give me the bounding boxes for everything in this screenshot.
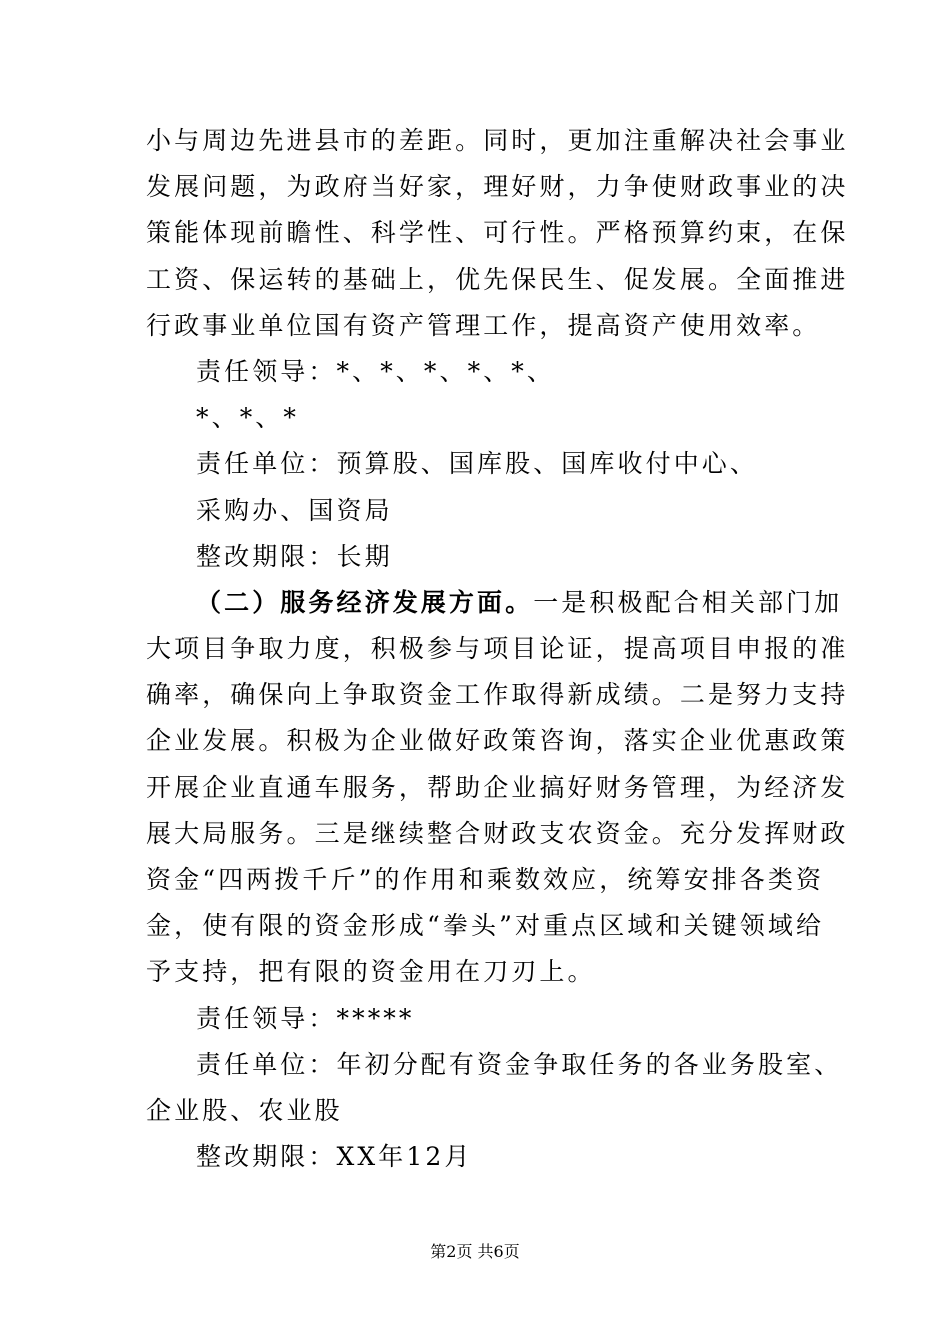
page-number-footer: 第2页 共6页: [430, 1242, 520, 1261]
document-body: [146, 118, 849, 1180]
section-heading: （二）服务经济发展方面。: [196, 587, 534, 617]
responsible-unit-continuation: 采购办、国资局: [196, 495, 393, 525]
section-line: 大项目争取力度，积极参与项目论证，提高项目申报的准: [146, 634, 849, 664]
paragraph-line: 小与周边先进县市的差距。同时，更加注重解决社会事业: [146, 126, 849, 155]
section-first-line: [146, 580, 843, 626]
paragraph-line: 行政事业单位国有资产管理工作，提高资产使用效率。: [146, 310, 821, 340]
paragraph-line: 工资、保运转的基础上，优先保民生、促发展。全面推进: [146, 264, 849, 294]
paragraph-line: 发展问题，为政府当好家，理好财，力争使财政事业的决: [146, 172, 849, 202]
rectification-deadline-line: 整改期限：XX年12月: [196, 1142, 473, 1172]
paragraph-line: 策能体现前瞻性、科学性、可行性。严格预算约束，在保: [146, 218, 849, 248]
responsible-leader-continuation: *、*、*: [196, 403, 300, 433]
section-line: 金，使有限的资金形成“拳头”对重点区域和关键领域给: [146, 911, 825, 941]
section-line: 企业发展。积极为企业做好政策咨询，落实企业优惠政策: [146, 726, 849, 756]
section-line: 予支持，把有限的资金用在刀刃上。: [146, 957, 596, 987]
section-line: 确率，确保向上争取资金工作取得新成绩。二是努力支持: [146, 680, 849, 710]
responsible-unit-line: 责任单位：年初分配有资金争取任务的各业务股室、: [196, 1049, 843, 1079]
responsible-unit-continuation: 企业股、农业股: [146, 1095, 343, 1125]
responsible-leader-line: 责任领导：*****: [196, 1003, 415, 1033]
section-first-line-text: 一是积极配合相关部门加: [533, 587, 843, 617]
section-line: 资金“四两拨千斤”的作用和乘数效应，统筹安排各类资: [146, 865, 825, 894]
section-line: 展大局服务。三是继续整合财政支农资金。充分发挥财政: [146, 818, 849, 848]
responsible-unit-line: 责任单位：预算股、国库股、国库收付中心、: [196, 449, 759, 479]
responsible-leader-line: 责任领导：*、*、*、*、*、: [196, 356, 556, 386]
rectification-deadline-line: 整改期限：长期: [196, 541, 393, 571]
section-line: 开展企业直通车服务，帮助企业搞好财务管理，为经济发: [146, 772, 849, 802]
